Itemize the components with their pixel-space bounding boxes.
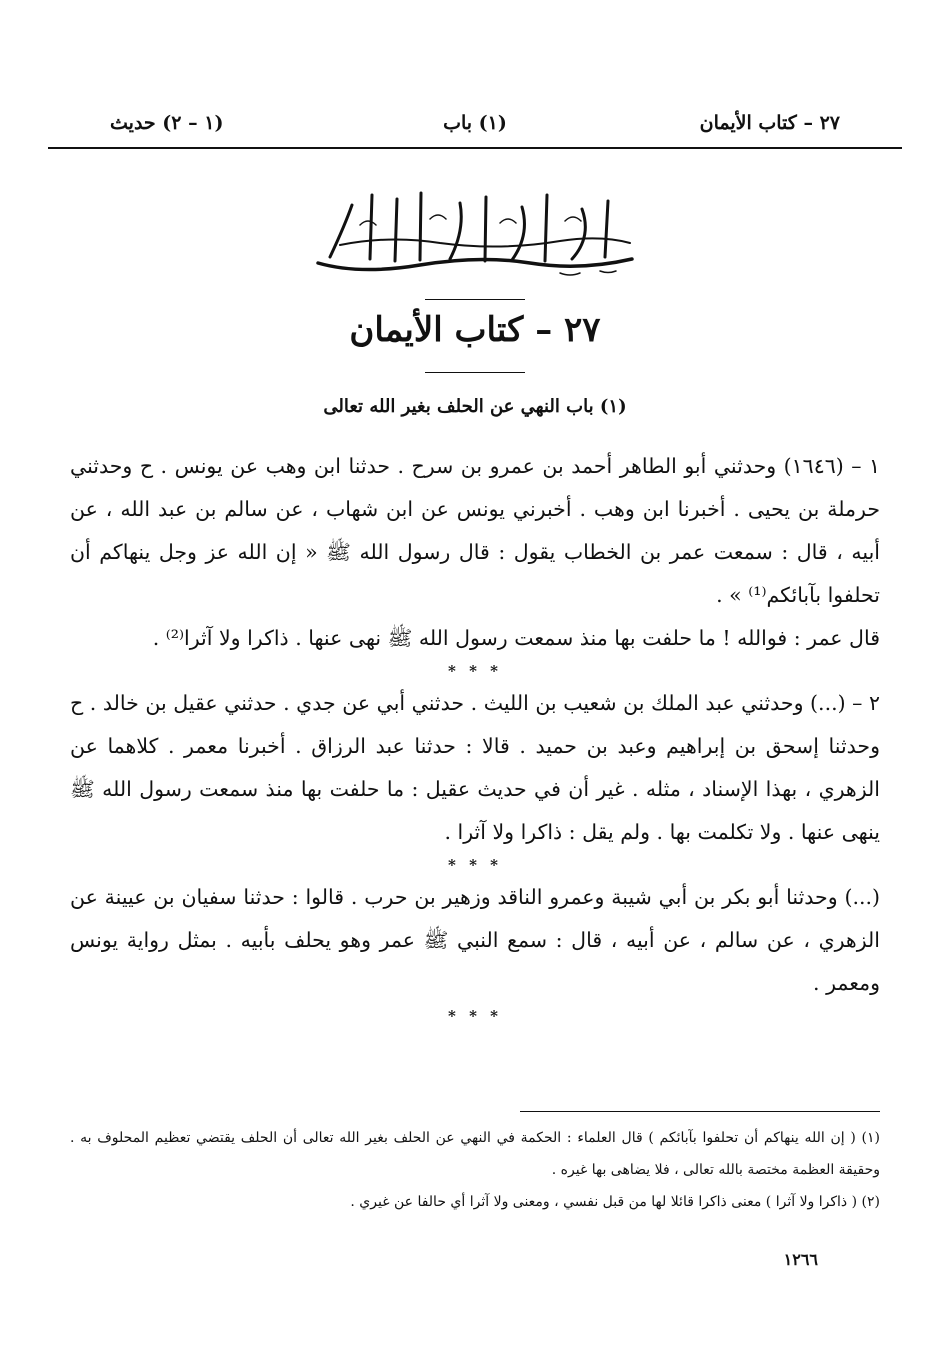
running-header [110,112,840,142]
footnotes [70,1122,880,1218]
footnote: (١) ( إن الله ينهاكم أن تحلفوا بآبائكم ) قال العلماء : الحكمة في النهي عن الحلف بغير الله تعالى أن الحلف يقتضي تعظيم المحلوف به . وحقيقة العظمة مختصة بالله تعالى ، فلا يضاهى بها غيره . [70,1130,880,1178]
title-ornament-line-top [425,299,525,300]
page-number: ١٢٦٦ [783,1250,818,1269]
book-title: ٢٧ – كتاب الأيمان [349,310,601,350]
hadith-paragraph: ٢ – (...) وحدثني عبد الملك بن شعيب بن الليث . حدثني أبي عن جدي . حدثني عقيل بن خالد . ح وحدثنا إسحق بن إبراهيم وعبد بن حميد . قالا : حدثنا عبد الرزاق . أخبرنا معمر . كلاهما عن الزهري ، بهذا الإسناد ، مثله . غير أن في حديث عقيل : ما حلفت بها منذ سمعت رسول الله ﷺ ينهى عنها . ولا تكلمت بها . ولم يقل : ذاكرا ولا آثرا . [70,691,880,844]
header-book-title: ٢٧ – كتاب الأيمان [699,112,840,134]
section-separator: * * * [448,662,502,680]
footnote: (٢) ( ذاكرا ولا آثرا ) معنى ذاكرا قائلا لها من قبل نفسي ، ومعنى ولا آثرا أي حالفا عن غيري . [350,1194,880,1210]
section-separator: * * * [448,856,502,874]
basmala-calligraphy-art [300,185,650,280]
chapter-title: (١) باب النهي عن الحلف بغير الله تعالى [323,396,627,417]
basmala-calligraphy [300,185,650,280]
hadith-paragraph: (...) وحدثنا أبو بكر بن أبي شيبة وعمرو الناقد وزهير بن حرب . قالوا : حدثنا سفيان بن عيينة عن الزهري ، عن سالم ، عن أبيه ، قال : سمع النبي ﷺ عمر وهو يحلف بأبيه . بمثل رواية يونس ومعمر . [70,885,880,995]
hadith-paragraph: ١ – (١٦٤٦) وحدثني أبو الطاهر أحمد بن عمرو بن سرح . حدثنا ابن وهب عن يونس . ح وحدثني حرملة بن يحيى . أخبرنا ابن وهب . أخبرني يونس عن ابن شهاب ، عن سالم بن عبد الله ، عن أبيه ، قال : سمعت عمر بن الخطاب يقول : قال رسول الله ﷺ « إن الله عز وجل ينهاكم أن تحلفوا بآبائكم⁽¹⁾ » . [70,454,881,607]
footnote-divider [520,1111,880,1112]
header-divider [48,147,902,149]
hadith-paragraph: قال عمر : فوالله ! ما حلفت بها منذ سمعت رسول الله ﷺ نهى عنها . ذاكرا ولا آثرا⁽²⁾ . [152,626,880,650]
title-ornament-line-bottom [425,372,525,373]
header-hadith-range: (١ – ٢) حديث [110,112,224,134]
hadith-body [70,445,880,1027]
section-separator: * * * [448,1007,502,1025]
header-chapter: (١) باب [443,112,507,134]
